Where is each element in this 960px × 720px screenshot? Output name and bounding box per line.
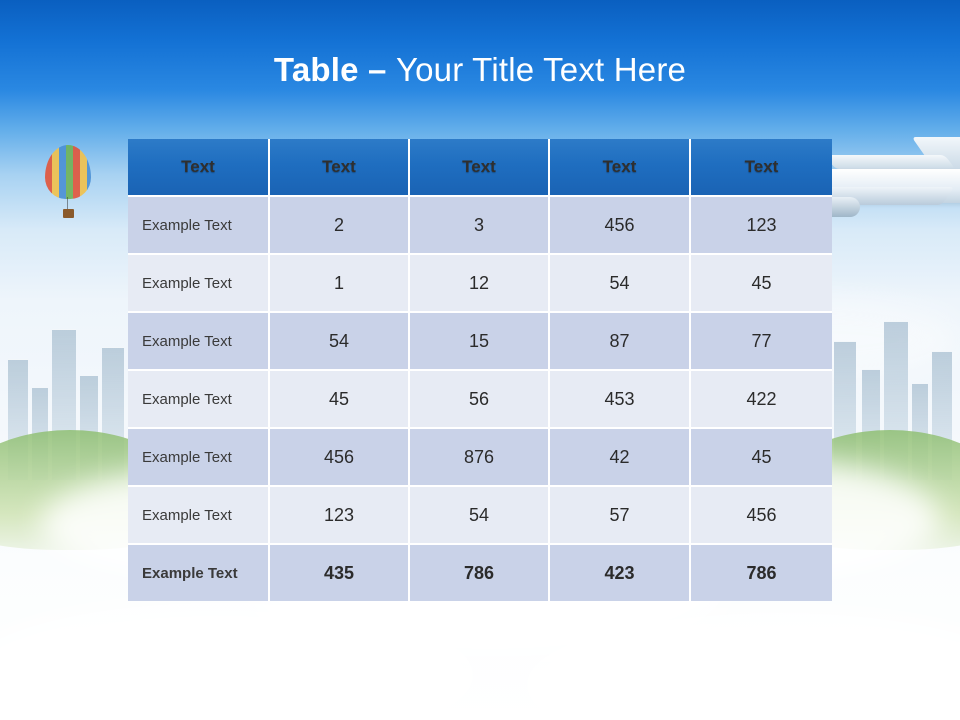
- table-cell-value: 15: [410, 313, 550, 371]
- table-cell-value: 45: [691, 255, 832, 313]
- table-row: [128, 255, 832, 313]
- table-row-total: [128, 545, 832, 601]
- table-cell-label: Example Text: [128, 313, 270, 371]
- data-table: [128, 139, 832, 601]
- table-cell-value: 3: [410, 197, 550, 255]
- table-row: [128, 429, 832, 487]
- table-cell-value: 456: [691, 487, 832, 545]
- table-cell-value: 54: [270, 313, 410, 371]
- table-cell-label: Example Text: [128, 545, 270, 601]
- data-table-container: [128, 139, 832, 601]
- table-cell-value: 2: [270, 197, 410, 255]
- slide-title-strong: Table –: [273, 51, 396, 88]
- table-cell-value: 456: [550, 197, 691, 255]
- table-cell-value: 77: [691, 313, 832, 371]
- table-cell-value: 42: [550, 429, 691, 487]
- table-header-row: [128, 139, 832, 197]
- table-row: [128, 371, 832, 429]
- table-cell-label: Example Text: [128, 429, 270, 487]
- table-cell-value: 54: [550, 255, 691, 313]
- table-cell-value: 435: [270, 545, 410, 601]
- table-cell-label: Example Text: [128, 197, 270, 255]
- table-cell-value: 876: [410, 429, 550, 487]
- table-cell-value: 453: [550, 371, 691, 429]
- table-cell-value: 456: [270, 429, 410, 487]
- slide-title-light: Your Title Text Here: [395, 51, 687, 88]
- table-header-cell-4: Text: [691, 139, 832, 197]
- table-header: [128, 139, 832, 197]
- table-header-cell-2: Text: [410, 139, 550, 197]
- table-cell-label: Example Text: [128, 487, 270, 545]
- table-cell-value: 45: [270, 371, 410, 429]
- table-cell-value: 123: [270, 487, 410, 545]
- table-cell-value: 45: [691, 429, 832, 487]
- table-cell-value: 57: [550, 487, 691, 545]
- table-cell-value: 422: [691, 371, 832, 429]
- table-cell-value: 786: [410, 545, 550, 601]
- table-body: [128, 197, 832, 601]
- table-cell-label: Example Text: [128, 255, 270, 313]
- table-header-cell-1: Text: [270, 139, 410, 197]
- table-cell-label: Example Text: [128, 371, 270, 429]
- table-cell-value: 56: [410, 371, 550, 429]
- slide-title: [0, 48, 960, 92]
- table-cell-value: 423: [550, 545, 691, 601]
- table-row: [128, 487, 832, 545]
- table-cell-value: 54: [410, 487, 550, 545]
- table-row: [128, 197, 832, 255]
- table-header-cell-0: Text: [128, 139, 270, 197]
- table-cell-value: 786: [691, 545, 832, 601]
- table-row: [128, 313, 832, 371]
- table-cell-value: 1: [270, 255, 410, 313]
- table-header-cell-3: Text: [550, 139, 691, 197]
- table-cell-value: 12: [410, 255, 550, 313]
- hot-air-balloon-icon: [45, 145, 91, 223]
- table-cell-value: 123: [691, 197, 832, 255]
- table-cell-value: 87: [550, 313, 691, 371]
